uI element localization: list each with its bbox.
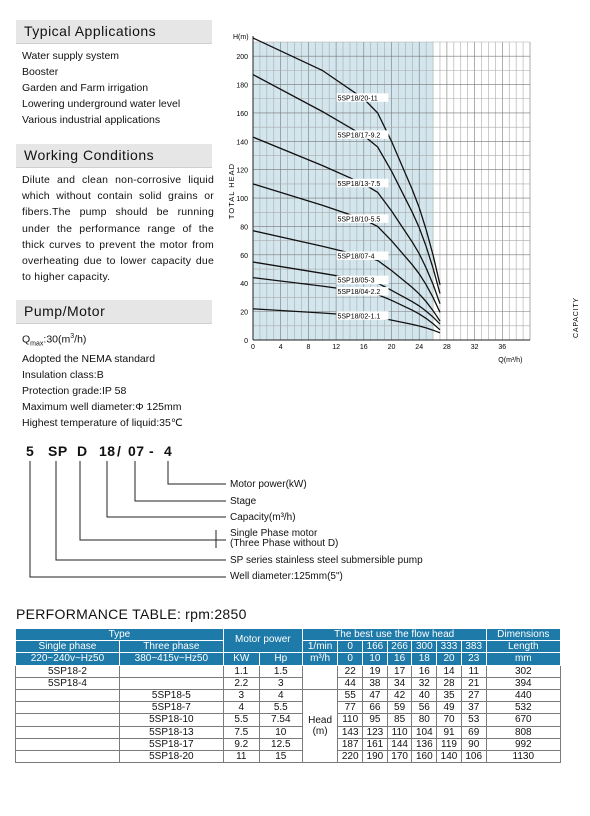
cell-head-label <box>302 689 338 762</box>
cell-single-phase <box>16 689 120 701</box>
series-label: 5SP18/02-1.1 <box>337 313 381 321</box>
th-m3h-value: 18 <box>412 653 437 665</box>
cell-head-value: 47 <box>363 689 388 701</box>
cell-head-value: 91 <box>437 726 462 738</box>
cell-single-phase <box>16 702 120 714</box>
cell-kw: 2.2 <box>223 677 259 689</box>
x-tick-label: 36 <box>498 344 507 351</box>
cell-hp: 1.5 <box>259 665 302 677</box>
label-stage: Stage <box>230 496 257 507</box>
cell-single-phase <box>16 738 120 750</box>
cell-three-phase: 5SP18-13 <box>119 726 223 738</box>
label-sp-series: SP series stainless steel submersible pump <box>230 555 423 566</box>
pump-motor-title: Pump/Motor <box>16 300 212 324</box>
working-conditions-title: Working Conditions <box>16 144 212 168</box>
cell-length: 1130 <box>486 750 560 762</box>
cell-kw: 11 <box>223 750 259 762</box>
cell-three-phase: 5SP18-17 <box>119 738 223 750</box>
cell-hp: 4 <box>259 689 302 701</box>
cell-head-value: 160 <box>412 750 437 762</box>
cell-single-phase <box>16 714 120 726</box>
series-label: 5SP18/20-11 <box>337 95 378 103</box>
cell-head-value: 38 <box>363 677 388 689</box>
cell-three-phase: 5SP18-20 <box>119 750 223 762</box>
cell-three-phase <box>119 677 223 689</box>
cell-head-value: 220 <box>338 750 363 762</box>
typical-applications-title: Typical Applications <box>16 20 212 44</box>
cell-head-value: 187 <box>338 738 363 750</box>
y-tick-label: 0 <box>244 338 248 345</box>
th-single-phase: Single phase <box>16 641 120 653</box>
cell-head-value: 69 <box>461 726 486 738</box>
cell-head-value: 44 <box>338 677 363 689</box>
table-row <box>16 677 561 689</box>
th-motor-power: Motor power <box>223 629 302 653</box>
label-single-phase: Single Phase motor <box>230 528 318 539</box>
spec-item: Adopted the NEMA standard <box>22 353 156 366</box>
y-tick-label: 180 <box>236 82 248 90</box>
series-label: 5SP18/04-2.2 <box>337 289 381 297</box>
cell-head-value: 144 <box>387 738 412 750</box>
th-lmin-value: 300 <box>412 641 437 653</box>
list-item: Garden and Farm irrigation <box>22 82 149 94</box>
code-phase: D <box>77 443 88 459</box>
x-tick-label: 8 <box>306 344 311 351</box>
cell-head-value: 123 <box>363 726 388 738</box>
cell-head-value: 21 <box>461 677 486 689</box>
table-row <box>16 750 561 762</box>
cell-length: 302 <box>486 665 560 677</box>
cell-head-value: 37 <box>461 702 486 714</box>
x-tick-label: 32 <box>470 344 479 351</box>
th-flow-title: The best use the flow head <box>302 629 486 641</box>
table-row <box>16 738 561 750</box>
cell-kw: 7.5 <box>223 726 259 738</box>
cell-three-phase <box>119 665 223 677</box>
cell-head-value: 104 <box>412 726 437 738</box>
head-label: Head <box>308 715 333 726</box>
cell-head-value: 110 <box>338 714 363 726</box>
cell-empty <box>302 665 338 689</box>
connector-line <box>56 461 226 560</box>
cell-head-value: 190 <box>363 750 388 762</box>
code-slash: / <box>117 443 122 459</box>
spec-item: Highest temperature of liquid:35℃ <box>22 416 183 429</box>
x-tick-label: 28 <box>443 344 451 351</box>
list-item: Various industrial applications <box>22 114 161 126</box>
cell-single-phase <box>16 750 120 762</box>
cell-head-value: 161 <box>363 738 388 750</box>
x-tick-label: 24 <box>415 344 424 351</box>
cell-length: 808 <box>486 726 560 738</box>
th-type: Type <box>16 629 224 641</box>
th-m3h-value: 16 <box>387 653 412 665</box>
cell-length: 440 <box>486 689 560 701</box>
list-item: Lowering underground water level <box>22 98 181 110</box>
code-power: 4 <box>164 443 173 459</box>
cell-hp: 3 <box>259 677 302 689</box>
cell-head-value: 16 <box>412 665 437 677</box>
connector-line <box>168 461 226 484</box>
qmax-line: $Q_{max}:30(m^3/h)$ <box>22 333 87 348</box>
cell-head-value: 17 <box>387 665 412 677</box>
th-lmin-value: 333 <box>437 641 462 653</box>
cell-head-value: 66 <box>363 702 388 714</box>
th-mm: mm <box>486 653 560 665</box>
series-label: 5SP18/05-3 <box>337 277 375 285</box>
cell-head-value: 40 <box>412 689 437 701</box>
th-three-phase: Three phase <box>119 641 223 653</box>
x-tick-label: 4 <box>278 344 283 351</box>
cell-head-value: 34 <box>387 677 412 689</box>
th-m3h-value: 10 <box>363 653 388 665</box>
cell-head-value: 77 <box>338 702 363 714</box>
cell-head-value: 119 <box>437 738 462 750</box>
th-lmin: 1/min <box>302 641 338 653</box>
series-label: 5SP18/10-5.5 <box>337 216 381 224</box>
cell-three-phase: 5SP18-10 <box>119 714 223 726</box>
label-motor-power: Motor power(kW) <box>230 479 307 490</box>
table-row <box>16 714 561 726</box>
cell-head-value: 49 <box>437 702 462 714</box>
spec-item: Insulation class:B <box>22 369 104 382</box>
table-row <box>16 689 561 701</box>
cell-head-value: 55 <box>338 689 363 701</box>
cell-length: 670 <box>486 714 560 726</box>
code-capacity: 18 <box>99 443 116 459</box>
cell-head-value: 22 <box>338 665 363 677</box>
table-row <box>16 665 561 677</box>
th-m3h-value: 0 <box>338 653 363 665</box>
y-tick-label: 80 <box>240 224 248 232</box>
th-lmin-value: 0 <box>338 641 363 653</box>
th-lmin-value: 383 <box>461 641 486 653</box>
cell-head-value: 42 <box>387 689 412 701</box>
y-axis-label: TOTAL HEAD <box>227 162 236 220</box>
x-tick-label: 0 <box>251 344 255 351</box>
x-unit-label: Q(m³/h) <box>498 357 523 364</box>
cell-head-value: 59 <box>387 702 412 714</box>
cell-single-phase: 5SP18-4 <box>16 677 120 689</box>
head-unit: (m) <box>312 726 328 737</box>
cell-head-value: 56 <box>412 702 437 714</box>
label-capacity: Capacity(m³/h) <box>230 512 296 523</box>
cell-kw: 9.2 <box>223 738 259 750</box>
y-tick-label: 100 <box>236 196 248 204</box>
th-m3h: m³/h <box>302 653 338 665</box>
series-label: 5SP18/07-4 <box>337 253 375 261</box>
x-tick-label: 12 <box>332 344 340 351</box>
y-tick-label: 200 <box>236 54 248 62</box>
th-lmin-value: 266 <box>387 641 412 653</box>
cell-head-value: 19 <box>363 665 388 677</box>
cell-head-value: 27 <box>461 689 486 701</box>
x-tick-label: 16 <box>359 344 368 351</box>
y-tick-label: 160 <box>236 110 248 118</box>
cell-hp: 15 <box>259 750 302 762</box>
cell-length: 394 <box>486 677 560 689</box>
cell-length: 992 <box>486 738 560 750</box>
cell-head-value: 106 <box>461 750 486 762</box>
spec-item: Protection grade:IP 58 <box>22 384 127 397</box>
cell-hp: 5.5 <box>259 702 302 714</box>
performance-table-title: PERFORMANCE TABLE: rpm:2850 <box>16 606 247 622</box>
cell-head-value: 53 <box>461 714 486 726</box>
th-dimensions: Dimensions <box>486 629 560 641</box>
table-row <box>16 726 561 738</box>
cell-head-value: 11 <box>461 665 486 677</box>
cell-three-phase: 5SP18-5 <box>119 689 223 701</box>
th-m3h-value: 20 <box>437 653 462 665</box>
cell-hp: 12.5 <box>259 738 302 750</box>
code-stage: 07 <box>128 443 145 459</box>
cell-head-value: 143 <box>338 726 363 738</box>
y-tick-label: 60 <box>240 252 248 260</box>
y-unit-label: H(m) <box>233 34 249 41</box>
th-hp: Hp <box>259 653 302 665</box>
x-tick-label: 20 <box>387 344 396 351</box>
cell-head-value: 35 <box>437 689 462 701</box>
cell-single-phase: 5SP18-2 <box>16 665 120 677</box>
working-conditions-text: Dilute and clean non-corrosive liquid which without contain solid grains or fibers.The pump should be running under the performance range of the thick curves to prevent the motor from overheating due to lower capacity due to higher capacity. <box>22 174 214 284</box>
cell-head-value: 110 <box>387 726 412 738</box>
connector-line <box>135 461 226 501</box>
cell-kw: 4 <box>223 702 259 714</box>
y-tick-label: 20 <box>240 309 248 317</box>
list-item: Water supply system <box>22 50 120 62</box>
cell-head-value: 70 <box>437 714 462 726</box>
x-axis-label: CAPACITY <box>573 297 580 338</box>
series-label: 5SP18/13-7.5 <box>337 180 381 188</box>
cell-kw: 3 <box>223 689 259 701</box>
cell-head-value: 28 <box>437 677 462 689</box>
rpm-label: rpm:2850 <box>185 606 247 622</box>
cell-three-phase: 5SP18-7 <box>119 702 223 714</box>
list-item: Booster <box>22 66 59 78</box>
code-series: SP <box>48 443 68 459</box>
cell-hp: 7.54 <box>259 714 302 726</box>
th-kw: KW <box>223 653 259 665</box>
label-well-diameter: Well diameter:125mm(5") <box>230 571 343 582</box>
cell-head-value: 80 <box>412 714 437 726</box>
spec-item: Maximum well diameter:Φ 125mm <box>22 400 182 413</box>
cell-kw: 5.5 <box>223 714 259 726</box>
th-single-phase-spec: 220~240v~Hz50 <box>16 653 120 665</box>
cell-head-value: 32 <box>412 677 437 689</box>
connector-line <box>107 461 226 517</box>
cell-head-value: 90 <box>461 738 486 750</box>
series-label: 5SP18/17-9.2 <box>337 132 381 140</box>
cell-single-phase <box>16 726 120 738</box>
cell-head-value: 136 <box>412 738 437 750</box>
th-lmin-value: 166 <box>363 641 388 653</box>
cell-head-value: 140 <box>437 750 462 762</box>
y-tick-label: 40 <box>240 281 248 289</box>
th-length: Length <box>486 641 560 653</box>
cell-head-value: 170 <box>387 750 412 762</box>
th-m3h-value: 23 <box>461 653 486 665</box>
performance-table <box>15 628 561 763</box>
cell-kw: 1.1 <box>223 665 259 677</box>
table-row <box>16 702 561 714</box>
cell-length: 532 <box>486 702 560 714</box>
y-tick-label: 140 <box>236 139 248 147</box>
cell-head-value: 85 <box>387 714 412 726</box>
cell-head-value: 14 <box>437 665 462 677</box>
code-well-diameter: 5 <box>26 443 35 459</box>
code-dash: - <box>149 443 155 459</box>
cell-head-value: 95 <box>363 714 388 726</box>
th-three-phase-spec: 380~415v~Hz50 <box>119 653 223 665</box>
label-three-phase: (Three Phase without D) <box>230 538 339 549</box>
y-tick-label: 120 <box>236 167 248 175</box>
cell-hp: 10 <box>259 726 302 738</box>
